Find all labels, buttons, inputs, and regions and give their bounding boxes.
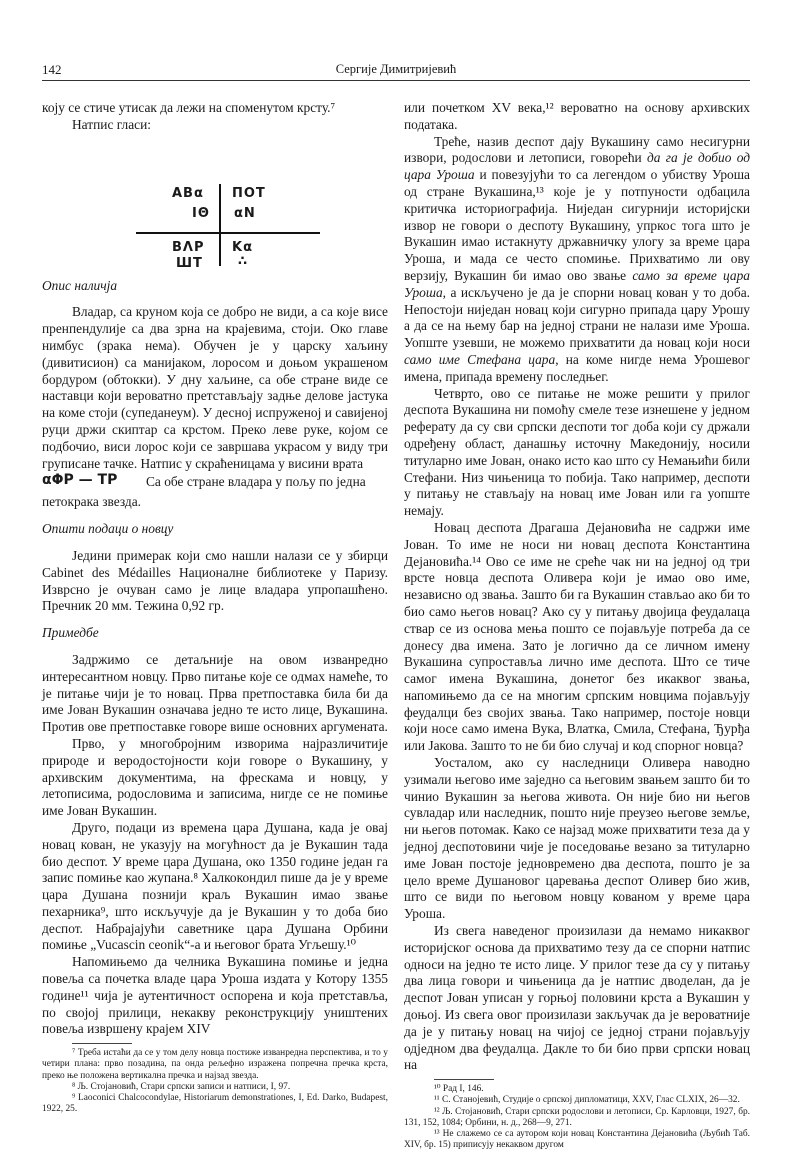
paragraph: Напомињемо да челника Вукашина помиње и једна повеља са почетка владе цара Уроша издата у Котору 1355 године¹¹ чија је аутентичност оспорена и која претставља, по својој прилици, некакву реконструкцију уништених повеља извршену крајем XIV	[42, 954, 388, 1037]
footnote: ¹¹ С. Станојевић, Студије о српској дипломатици, XXV, Глас CLXIX, 26—32.	[434, 1095, 740, 1106]
left-column	[42, 100, 388, 1115]
running-title: Сергије Димитријевић	[335, 62, 457, 76]
footnote: ⁸ Љ. Стојановић, Стари српски записи и натписи, I, 97.	[72, 1081, 291, 1092]
inscription-line	[42, 472, 388, 494]
text-run: и повезујући то са легендом о убиству Уроша од стране Вукашина,¹³ које је у потпуности одбацила критичка историографија. Ниједан сигурнији историјски извор не говори о деспоту Вукашину, упркос тога што је Вукашин имао истакнуту државничку улогу за време цара Уроша, и мада се често спомиње. Прихватимо ли ову верзију, Вукашин би имао ово звање	[404, 167, 750, 283]
paragraph: Са обе стране владара у пољу по једна	[146, 474, 366, 490]
section-heading: Примедбе	[42, 625, 99, 641]
text-run: , а искључено је да је спорни новац кован у то доба. Непостоји ниједан новац који сигурно припада цару Урошу а да се на њему бар на једној страни не налази име Уроша. Уопште узевши, не можемо прихватити да новац који носи	[404, 284, 750, 351]
right-column	[404, 100, 750, 1151]
page-number: 142	[42, 62, 62, 77]
inscription-text: ШΤ	[176, 255, 203, 271]
cross-vertical-bar	[219, 184, 221, 266]
paragraph: Друго, подаци из времена цара Душана, када је овај новац кован, не указују на могућност да је Вукашин тада био деспот. У време цара Душана, око 1350 године један га запис помиње као жупана.⁸ Халкокондил пише да је у време цара Душана познији краљ Вукашин имао звање пехарника⁹, што искључује да је Вукашин у то доба био деспот. Набрајајући саветнике цара Душана Орбини помиње „Vucascin ceonik“-а и његовог брата Угљешу.¹⁰	[42, 819, 388, 953]
inscription-text: ΙΘ	[192, 205, 210, 221]
paragraph: коју се стиче утисак да лежи на споменутом крсту.⁷	[42, 100, 336, 115]
paragraph: Прво, у многобројним изворима најразличитије природе и веродостојности који говоре о Вукашину, у архивским документима, на фрескама и новцу, у летописима, родословима и записима, нигде се не помиње име Јован Вукашин.	[42, 735, 388, 819]
paragraph	[404, 134, 750, 386]
inscription-text: ΠΟΤ	[232, 185, 266, 201]
cross-horizontal-bar	[136, 232, 320, 234]
paragraph: Уосталом, ако су наследници Оливера наводно узимали његово име заједно са његовим звањем зашто би то чинио Вукашин за његова живота. Он није био ни његов сувладар или наследник, пошто није преузео његове земље, ни његов потомак. Како се најзад може прихватити теза да у једној деспотовини чије је поседовање везано за титуларно име Јован постоје једновремено два деспота, пошто је за цело време Душановог царевања деспот Оливер био жив, што се види по његовом новцу кованом у време цара Уроша.	[404, 755, 750, 922]
emphasis: само име Стефана цара	[404, 351, 556, 367]
footnote-rule	[434, 1079, 494, 1080]
footnote: ⁷ Треба истаћи да се у том делу новца постиже изванредна перспектива, и то у четири плана: прво позадина, па онда рељефно изражена попречна пречка крста, преко ње положена вертикална пречка и најзад звезда.	[42, 1048, 388, 1081]
header-rule	[42, 80, 750, 81]
paragraph: Натпис гласи:	[72, 116, 152, 132]
paragraph: Четврто, ово се питање не може решити у прилог деспота Вукашина ни помоћу смеле тезе изнешене у једном реферату да су сви српски деспоти тог доба који су држали одређену област, данашњу источну Македонију, носили титуларно име Јован, онако исто као што су Немањићи били Стефани. Низ чињеница то побија. Тако например, деспоти у питању не стављају на новац име Јован или га уопште немају.	[404, 385, 750, 519]
inscription-text: αΝ	[234, 205, 256, 221]
paragraph: Из свега наведеног произилази да немамо никаквог историјског основа да прихватимо тезу да се спорни натпис односи на једно те исто лице. У прилог тезе да су у питању два лица говори и чињеница да је натпис дводелан, да је деспот Јован уписан у горњој половини крста а Вукашин у доњој. Из свега овог произилази закључак да је вероватније да је у питању новац на чијој се једној страни појављују одједном два феудалца. Дакле то би био први српски новац на	[404, 923, 750, 1073]
inscription-text: ∴	[238, 253, 249, 269]
footnote: ⁹ Laoconici Chalcocondylae, Historiarum demonstrationes, I, Ed. Darko, Budapest, 1922, 25.	[42, 1093, 388, 1115]
paragraph: или почетком XV века,¹² вероватно на основу архивских података.	[404, 100, 750, 132]
section-heading: Опис наличја	[42, 277, 118, 293]
emphasis: да га је добио од цара Уроша	[404, 150, 751, 183]
paragraph: Једини примерак који смо нашли налази се у збирци Cabinet des Médailles Националне библиотеке у Паризу. Изврсно је очуван само је лице владара упропашћено. Пречник 20 мм. Тежина 0,92 гр.	[42, 547, 388, 614]
section-heading: Општи подаци о новцу	[42, 521, 174, 537]
paragraph: петокрака звезда.	[42, 494, 142, 510]
footnote-rule	[72, 1043, 132, 1044]
emphasis: само за време цара Уроша	[404, 267, 750, 300]
inscription-text: ΑΒα	[172, 185, 204, 201]
paragraph: Владар, са круном која се добро не види, а са које висе пренпендулије са два зрна на крајевима, стоји. Око главе нимбус (зрака нема). Обучен је у царску хаљину (дивитисион) са манијаком, лоросом и доњом украшеном бордуром (обтокки). У дну хаљине, са обе стране виде се наставци који вероватно претстављају задње делове јастука на коме стоји (супеданеум). У десној испруженој и савијеној руци држи скиптар са крстом. Преко леве руке, којом се подбочио, виси лорос који се завршава украсом у виду три груписане тачке. Натпис у скраћеницама у висини врата	[42, 304, 388, 471]
text-run: , на коме нигде нема Урошевог имена, припада времену последњег.	[404, 351, 750, 384]
paragraph: Задржимо се детаљније на овом изванредно интересантном новцу. Прво питање које се одмах намеће, то је питање чији је то новац. Прва претпоставка била би да име Јован Вукашин означава једно те исто лице, Вукашина. Против ове претпоставке говоре више основних аргумената.	[42, 651, 388, 735]
inscription-text: ΒΛΡ	[172, 239, 205, 255]
footnote: ¹⁰ Рад I, 146.	[434, 1084, 484, 1095]
page-header	[42, 62, 750, 82]
inscription-text: αΦΡ — ΤΡ	[42, 472, 118, 489]
paragraph: Новац деспота Драгаша Дејановића не садржи име Јован. То име не носи ни новац деспота Константина Дејановића.¹⁴ Ово се име не среће чак ни на једној од три врсте новца деспота Оливера који је имао ово име, независно од звања. Зашто би га Вукашин стављао ако би то био само његов новац? Ако су у питању двојица феудалаца ствар се из основа мења пошто се појављује потреба да се донесу два имена. Зато је логично да се личном имену Вукашина супроставља лично име деспота. Што се тиче самог имена Вукашина, донетог без икаквог звања, напомињемо да се на многим српским новцима појављују феудалци без својих звања. Тако например, постоје новци који носе само имена Вука, Влатка, Смила, Стефана, Ђурђа или Јакова. Зашто то не би био случај и код спорног новца?	[404, 519, 750, 754]
footnote: ¹³ Не слажемо се са аутором који новац Константина Дејановића (Љубић Таб. XIV, бр. 15) приписују некаквом другом	[404, 1129, 750, 1151]
inscription-text: Κα	[232, 239, 254, 255]
text-run: Треће, назив деспот дају Вукашину само несигурни извори, родослови и летописи, говорећи	[404, 133, 750, 166]
inscription-cross	[42, 134, 388, 271]
footnote: ¹² Љ. Стојановић, Стари српски родослови и летописи, Ср. Карловци, 1927, бр. 131, 152, 1084; Орбини, н. д., 268—9, 271.	[404, 1106, 750, 1128]
